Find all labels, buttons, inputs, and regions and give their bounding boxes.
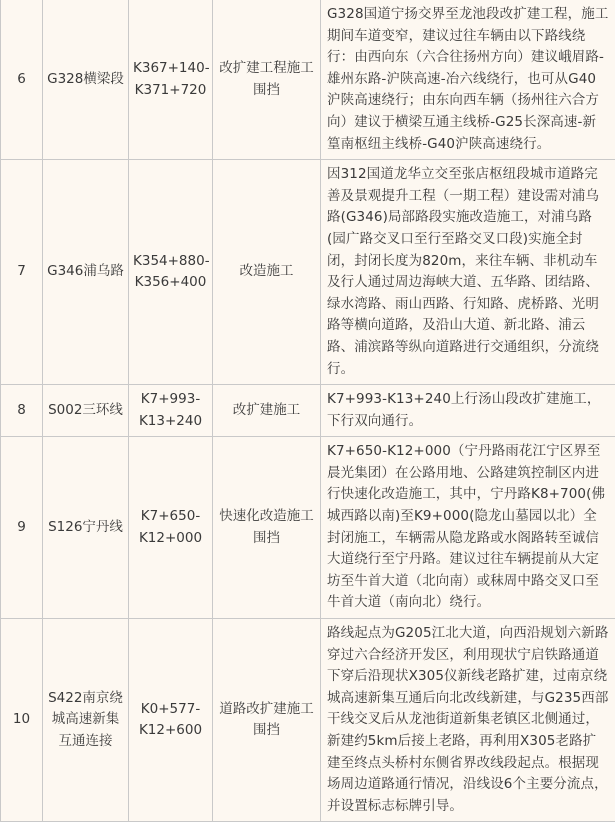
row-number: 7 [1, 160, 43, 385]
construction-type: 道路改扩建施工围挡 [213, 619, 321, 822]
detour-description: K7+993-K13+240上行汤山段改扩建施工，下行双向通行。 [321, 385, 615, 437]
row-number: 8 [1, 385, 43, 437]
detour-description: 路线起点为G205江北大道，向西沿规划六新路穿过六合经济开发区，利用现状宁启铁路通道下穿后沿现状X305仪新线老路扩建，过南京绕城高速新集互通后向北改线新建，与G235西部干线交叉后从龙池街道新集老镇区北侧通过，新建约5km后接上老路，再利用X305老路扩建至终点头桥村东侧省界改线段起点。根据现场周边道路通行情况，沿线设6个主要分流点，并设置标志标牌引导。 [321, 619, 615, 822]
road-name: S422南京绕城高速新集互通连接 [43, 619, 129, 822]
construction-type: 改扩建工程施工围挡 [213, 0, 321, 160]
road-name: G328横梁段 [43, 0, 129, 160]
road-name: S126宁丹线 [43, 437, 129, 619]
stake-range: K367+140-K371+720 [129, 0, 213, 160]
construction-type: 改扩建施工 [213, 385, 321, 437]
stake-range: K354+880-K356+400 [129, 160, 213, 385]
table-row [1, 385, 615, 437]
row-number: 9 [1, 437, 43, 619]
stake-range: K7+650-K12+000 [129, 437, 213, 619]
row-number: 10 [1, 619, 43, 822]
table-row [1, 619, 615, 822]
stake-range: K7+993-K13+240 [129, 385, 213, 437]
table-row [1, 437, 615, 619]
road-name: G346浦乌路 [43, 160, 129, 385]
detour-description: K7+650-K12+000（宁丹路雨花江宁区界至晨光集团）在公路用地、公路建筑控制区内进行快速化改造施工，其中，宁丹路K8+700(佛城西路以南)至K9+000(隐龙山墓园以北）全封闭施工，车辆需从隐龙路或水阁路转至诚信大道绕行至宁丹路。建议过往车辆提前从大定坊至牛首大道（北向南）或秣周中路交叉口至牛首大道（南向北）绕行。 [321, 437, 615, 619]
detour-description: G328国道宁扬交界至龙池段改扩建工程，施工期间车道变窄，建议过往车辆由以下路线绕行：由西向东（六合往扬州方向）建议峨眉路-雄州东路-沪陕高速-冶六线绕行，也可从G40沪陕高速绕行；由东向西车辆（扬州往六合方向）建议于横梁互通主线桥-G25长深高速-新篁南枢纽主线桥-G40沪陕高速绕行。 [321, 0, 615, 160]
table-row [1, 160, 615, 385]
road-name: S002三环线 [43, 385, 129, 437]
row-number: 6 [1, 0, 43, 160]
stake-range: K0+577-K12+600 [129, 619, 213, 822]
detour-description: 因312国道龙华立交至张店枢纽段城市道路完善及景观提升工程（一期工程）建设需对浦乌路(G346)局部路段实施改造施工，对浦乌路(园广路交叉口至行至路交叉口段)实施全封闭，封闭长度为820m，来往车辆、非机动车及行人通过周边海峡大道、五华路、团结路、绿水湾路、雨山西路、行知路、虎桥路、光明路等横向道路，及沿山大道、新北路、浦云路、浦滨路等纵向道路进行交通组织，分流绕行。 [321, 160, 615, 385]
construction-type: 改造施工 [213, 160, 321, 385]
table-row [1, 0, 615, 160]
construction-type: 快速化改造施工围挡 [213, 437, 321, 619]
